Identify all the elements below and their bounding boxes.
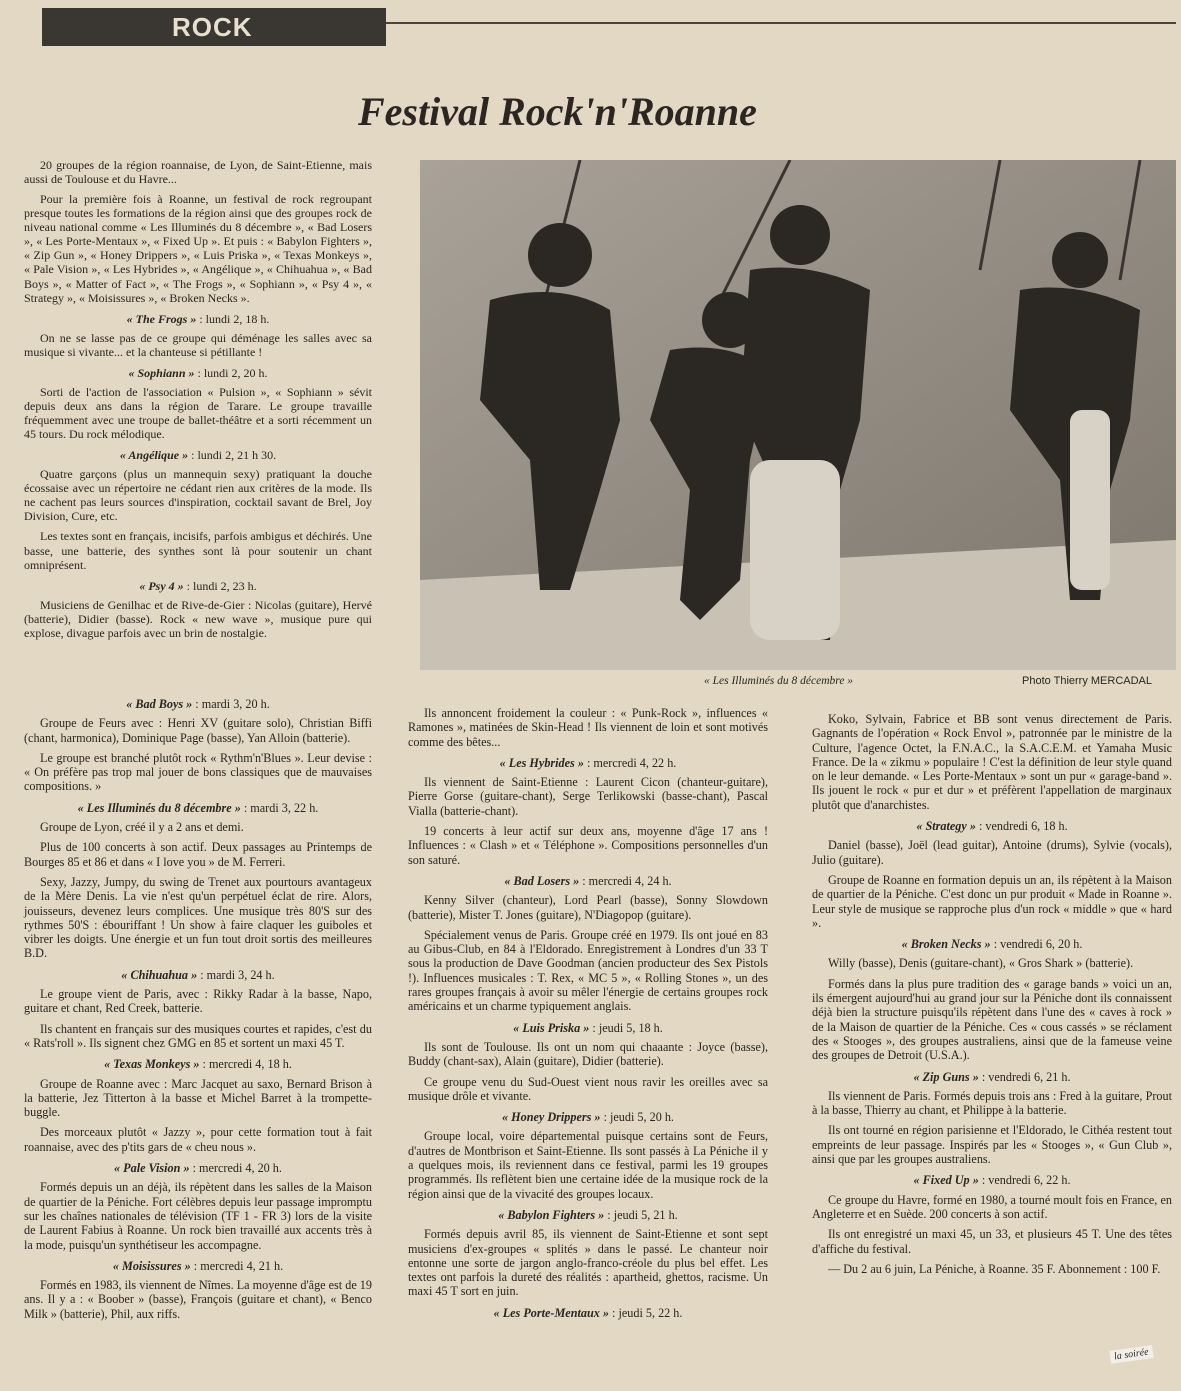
concert-time: : mardi 3, 24 h. bbox=[197, 967, 275, 982]
photo-credit: Photo Thierry MERCADAL bbox=[1022, 675, 1153, 687]
paragraph: Willy (basse), Denis (guitare-chant), « Gros Shark » (batterie). bbox=[828, 956, 1134, 971]
header-rule bbox=[386, 22, 1176, 24]
concert-time: : vendredi 6, 21 h. bbox=[978, 1069, 1071, 1084]
paragraph: Kenny Silver (chanteur), Lord Pearl (basse), Sonny Slowdown (batterie), Mister T. Jones (guitare), N'Diagopop (guitare). bbox=[408, 893, 768, 922]
concert-time: : mercredi 4, 18 h. bbox=[199, 1057, 292, 1072]
paragraph: Le groupe est branché plutôt rock « Rythm'n'Blues ». Leur devise : « On préfère pas trop mal jouer de bons classiques que de mauvaises compositions. » bbox=[24, 750, 372, 794]
band-name: « Pale Vision » bbox=[114, 1161, 190, 1176]
band-name: « Broken Necks » bbox=[901, 937, 991, 952]
paragraph: Groupe de Roanne avec : Marc Jacquet au saxo, Bernard Brison à la batterie, Jez Titterton à la basse et Michel Barret à la trompette-buggle. bbox=[24, 1076, 372, 1120]
band-photo bbox=[420, 160, 1176, 670]
paragraph: Ils viennent de Saint-Etienne : Laurent Cicon (chanteur-guitare), Pierre Gorse (guitare-chant), Serge Terlikowski (basse-chant), Pascal Vialla (batterie-chant). bbox=[408, 775, 768, 818]
band-name: « Babylon Fighters » bbox=[498, 1207, 605, 1222]
paragraph: Ils ont enregistré un maxi 45, un 33, et plusieurs 45 T. Une des têtes d'affiche du festival. bbox=[812, 1227, 1172, 1256]
paragraph: — Du 2 au 6 juin, La Péniche, à Roanne. 35 F. Abonnement : 100 F. bbox=[828, 1261, 1161, 1276]
paragraph: Daniel (basse), Joël (lead guitar), Antoine (drums), Sylvie (vocals), Julio (guitare). bbox=[812, 838, 1172, 867]
band-heading bbox=[24, 697, 372, 711]
band-name: « The Frogs » bbox=[126, 311, 197, 326]
band-heading bbox=[408, 1208, 768, 1222]
band-heading bbox=[24, 801, 372, 815]
band-heading bbox=[408, 1306, 768, 1320]
band-name: « Bad Boys » bbox=[126, 697, 193, 711]
band-heading bbox=[408, 874, 768, 888]
concert-time: : vendredi 6, 18 h. bbox=[975, 819, 1068, 834]
paragraph: Sorti de l'action de l'association « Pulsion », « Sophiann » sévit depuis deux ans dans la région de Tarare. Le groupe travaille fréquemment avec une troupe de ballet-théâtre et a sorti récemment un 45 tours. Du rock mélodique. bbox=[24, 384, 372, 442]
band-heading bbox=[812, 1070, 1172, 1084]
band-heading bbox=[408, 1110, 768, 1124]
concert-time: : jeudi 5, 18 h. bbox=[589, 1020, 663, 1035]
band-name: « Psy 4 » bbox=[139, 578, 184, 593]
band-name: « Fixed Up » bbox=[913, 1173, 979, 1188]
paragraph: Groupe de Roanne en formation depuis un an, ils répètent à la Maison de quartier de la Péniche. C'est donc un pur produit « Made in Roanne ». Leur style de musique se rapproche plus d'un rock « middle » que « hard ». bbox=[812, 872, 1172, 930]
band-heading bbox=[24, 1161, 372, 1175]
article-title: Festival Rock'n'Roanne bbox=[358, 89, 757, 134]
concert-time: : vendredi 6, 20 h. bbox=[990, 937, 1083, 952]
paragraph: Formés depuis avril 85, ils viennent de Saint-Etienne et sont sept musiciens d'ex-groupes « splités » dans le passé. Le chanteur noir entonne une sorte de jargon anglo-franco-créole du plus bel effet. Les textes ont parfois la dureté des réalités : apartheid, ghettos, racisme. Un maxi 45 T sort en juin. bbox=[408, 1227, 768, 1299]
photo-caption: « Les Illuminés du 8 décembre » bbox=[704, 675, 854, 687]
concert-time: : mercredi 4, 21 h. bbox=[190, 1258, 284, 1273]
paragraph: Ils annoncent froidement la couleur : « Punk-Rock », influences « Ramones », matinées de Skin-Head ! Ils viennent de loin et sont motivés comme des bêtes... bbox=[408, 706, 768, 749]
paragraph: Ils ont tourné en région parisienne et l'Eldorado, le Cithéa restent tout empreints de leur passage. Inspirés par les « Stooges », « Gun Club », ainsi que par les groupes australiens. bbox=[812, 1123, 1172, 1167]
band-name: « Les Illuminés du 8 décembre » bbox=[77, 800, 241, 815]
paragraph: Quatre garçons (plus un mannequin sexy) pratiquant la douche écossaise avec un répertoire ne cédant rien aux critères de la mode. Ils ne cachent pas leurs sources d'inspiration, cocktail savant de Brel, Joy Division, Cure, etc. bbox=[24, 467, 372, 524]
concert-time: : mercredi 4, 22 h. bbox=[583, 755, 677, 770]
concert-time: : mardi 3, 22 h. bbox=[240, 800, 319, 815]
band-heading bbox=[24, 1057, 372, 1071]
band-heading bbox=[812, 819, 1172, 833]
paragraph: Groupe de Feurs avec : Henri XV (guitare solo), Christian Biffi (chant, harmonica), Dominique Page (basse), Yan Alloin (batterie). bbox=[24, 716, 372, 745]
concert-time: : jeudi 5, 21 h. bbox=[604, 1207, 678, 1222]
column-3 bbox=[812, 712, 1172, 1282]
concert-time: : mercredi 4, 20 h. bbox=[189, 1161, 282, 1176]
band-heading bbox=[812, 937, 1172, 951]
band-name: « Bad Losers » bbox=[504, 873, 580, 888]
band-photo-illustration bbox=[420, 160, 1176, 670]
band-name: « Zip Guns » bbox=[913, 1069, 979, 1084]
concert-time: : lundi 2, 23 h. bbox=[183, 578, 257, 593]
paragraph: Ils chantent en français sur des musiques courtes et rapides, c'est du « Rats'roll ». Ils signent chez GMG en 85 et sortent un maxi 45 T. bbox=[24, 1021, 372, 1050]
paragraph: Formés depuis un an déjà, ils répètent dans les salles de la Maison de quartier de la Péniche. Fort célèbres depuis leur passage impromptu sur les chaînes nationales de télévision (TF 1 - FR 3) lors de la visite de Laurent Fabius à Roanne. Un rock bien travaillé aux accents très à la mode, puisqu'un synthétiseur les accompagne. bbox=[24, 1180, 372, 1252]
concert-time: : lundi 2, 18 h. bbox=[196, 311, 270, 326]
band-name: « Angélique » bbox=[119, 448, 189, 463]
paragraph: Sexy, Jazzy, Jumpy, du swing de Trenet aux pourtours avantageux de la Mère Denis. La vie n'est qu'un perpétuel éclat de rire. Alors, jouisseurs, devenez leurs complices. Une musique très 80'S sur des rythmes 50'S : ébouriffant ! Un show à faire claquer les guiboles et vibrer les doigts. Une énergie et un fun tout droit sortis des meilleures B.D. bbox=[24, 874, 372, 961]
section-label: ROCK bbox=[172, 12, 253, 42]
concert-time: : mardi 3, 20 h. bbox=[192, 697, 270, 711]
band-heading bbox=[24, 968, 372, 982]
concert-time: : lundi 2, 21 h 30. bbox=[188, 448, 277, 463]
paragraph: Koko, Sylvain, Fabrice et BB sont venus directement de Paris. Gagnants de l'opération « Rock Envol », patronnée par le ministre de la Culture, l'agence Octet, la F.N.A.C., la S.A.C.E.M. et Yamaha Music France. De la « zikmu » populaire ! C'est la définition de leur style quand on le leur demande. « Les Porte-Mentaux » sont un pur « garage-band ». Ils jouent le rock « pur et dur » et préfèrent l'appellation de marginaux plutôt que d'anarchistes. bbox=[812, 712, 1172, 812]
paragraph: Ils sont de Toulouse. Ils ont un nom qui chaaante : Joyce (basse), Buddy (chant-sax), Alain (guitare), Didier (batterie). bbox=[408, 1039, 768, 1069]
paragraph: Groupe de Lyon, créé il y a 2 ans et demi. bbox=[40, 820, 244, 835]
paragraph: 19 concerts à leur actif sur deux ans, moyenne d'âge 17 ans ! Influences : « Clash » et « Téléphone ». Compositions personnelles d'un son saturé. bbox=[408, 824, 768, 867]
concert-time: : jeudi 5, 22 h. bbox=[608, 1305, 683, 1320]
concert-time: : mercredi 4, 24 h. bbox=[579, 873, 672, 888]
paragraph: Pour la première fois à Roanne, un festival de rock regroupant presque toutes les formations de la région ainsi que des groupes rock de niveau national comme « Les Illuminés du 8 décembre », « Bad Losers », « Les Porte-Mentaux », « Fixed Up ». Et puis : « Babylon Fighters », « Zip Gun », « Honey Drippers », « Luis Priska », « Texas Monkeys », « Pale Vision », « Les Hybrides », « Angélique », « Chihuahua », « Bad Boys », « Matter of Fact », « The Frogs », « Sophiann », « Psy 4 », « Strategy », « Moisissures », « Broken Necks ». bbox=[24, 192, 372, 305]
paragraph: Plus de 100 concerts à son actif. Deux passages au Printemps de Bourges 85 et 86 et dans « I love you » de M. Ferreri. bbox=[24, 840, 372, 869]
paragraph: Musiciens de Genilhac et de Rive-de-Gier : Nicolas (guitare), Hervé (batterie), Didier (basse). Rock « new wave », musique pure qui explose, divague parfois avec un brin de nostalgie. bbox=[24, 597, 372, 640]
band-name: « Sophiann » bbox=[128, 365, 195, 380]
paragraph: Ce groupe venu du Sud-Ouest vient nous ravir les oreilles avec sa musique drôle et vivante. bbox=[408, 1074, 768, 1103]
paragraph: Groupe local, voire départemental puisque certains sont de Feurs, d'autres de Montbrison et Saint-Etienne. Ils sont passés à La Péniche il y a quelques mois, ils reviennent dans ce festival, parmi les 19 groupes programmés. Ils reflètent bien une certaine idée de la musique rock de la région ainsi que de la vivacité des groupes locaux. bbox=[408, 1129, 768, 1201]
paragraph: On ne se lasse pas de ce groupe qui déménage les salles avec sa musique si vivante... et la chanteuse si pétillante ! bbox=[24, 330, 372, 359]
paragraph: Le groupe vient de Paris, avec : Rikky Radar à la basse, Napo, guitare et chant, Red Creek, batterie. bbox=[24, 987, 372, 1016]
band-heading bbox=[408, 756, 768, 770]
band-name: « Texas Monkeys » bbox=[104, 1057, 200, 1072]
paragraph: Formés en 1983, ils viennent de Nîmes. La moyenne d'âge est de 19 ans. Il y a : « Boober » (basse), François (guitare et chant), « Benco Milk » (batterie), Phil, aux riffs. bbox=[24, 1278, 372, 1321]
section-header bbox=[42, 8, 386, 46]
concert-time: : vendredi 6, 22 h. bbox=[978, 1173, 1071, 1188]
margin-note: la soirée bbox=[1109, 1345, 1153, 1364]
band-name: « Moisissures » bbox=[112, 1258, 191, 1273]
paragraph: Ce groupe du Havre, formé en 1980, a tourné moult fois en France, en Angleterre et en Suède. 200 concerts à son actif. bbox=[812, 1192, 1172, 1221]
band-heading bbox=[408, 1021, 768, 1035]
band-heading bbox=[24, 1259, 372, 1273]
column-1-top bbox=[24, 158, 372, 646]
band-heading bbox=[24, 366, 372, 380]
column-2 bbox=[408, 706, 768, 1325]
paragraph: Les textes sont en français, incisifs, parfois ambigus et déchirés. Une basse, une batterie, des synthes sont là pour soutenir un chant omniprésent. bbox=[24, 529, 372, 572]
band-heading bbox=[24, 448, 372, 462]
paragraph: 20 groupes de la région roannaise, de Lyon, de Saint-Etienne, mais aussi de Toulouse et du Havre... bbox=[24, 158, 372, 187]
band-name: « Luis Priska » bbox=[513, 1020, 590, 1035]
concert-time: : lundi 2, 20 h. bbox=[194, 365, 268, 380]
band-name: « Strategy » bbox=[916, 819, 976, 834]
band-name: « Chihuahua » bbox=[121, 967, 198, 982]
paragraph: Formés dans la plus pure tradition des « garage bands » voici un an, ils émergent aujourd'hui au grand jour sur la Péniche dont ils connaissent déjà bien la structure puisqu'ils répètent dans l'une des « caves à rock » de la Maison de quartier de la Péniche. Ces « cous cassés » se réclament des « Stooges », des groupes australiens, ainsi que de la fameuse veine des groupes de Detroit (U.S.A.). bbox=[812, 976, 1172, 1063]
band-name: « Les Hybrides » bbox=[499, 755, 584, 770]
band-heading bbox=[24, 579, 372, 593]
band-name: « Les Porte-Mentaux » bbox=[493, 1305, 609, 1320]
paragraph: Spécialement venus de Paris. Groupe créé en 1979. Ils ont joué en 83 au Gibus-Club, en 84 à l'Eldorado. Enregistrement à Londres d'un 33 T sous la production de Dave Goodman (ancien producteur des Sex Pistols !). Influences musicales : T. Rex, « MC 5 », « Rolling Stones », un des rares groupes français à avoir su mêler l'énergie de certains groupes rock américains et un charme typiquement anglais. bbox=[408, 927, 768, 1014]
paragraph: Ils viennent de Paris. Formés depuis trois ans : Fred à la guitare, Prout à la basse, Thierry au chant, et Philippe à la batterie. bbox=[812, 1088, 1172, 1118]
column-1-bottom bbox=[24, 690, 372, 1327]
paragraph: Des morceaux plutôt « Jazzy », pour cette formation tout à fait roannaise, avec des p'tits gars de « cheu nous ». bbox=[24, 1125, 372, 1154]
band-heading bbox=[812, 1173, 1172, 1187]
band-heading bbox=[24, 312, 372, 326]
concert-time: : jeudi 5, 20 h. bbox=[600, 1110, 674, 1125]
band-name: « Honey Drippers » bbox=[502, 1110, 601, 1125]
